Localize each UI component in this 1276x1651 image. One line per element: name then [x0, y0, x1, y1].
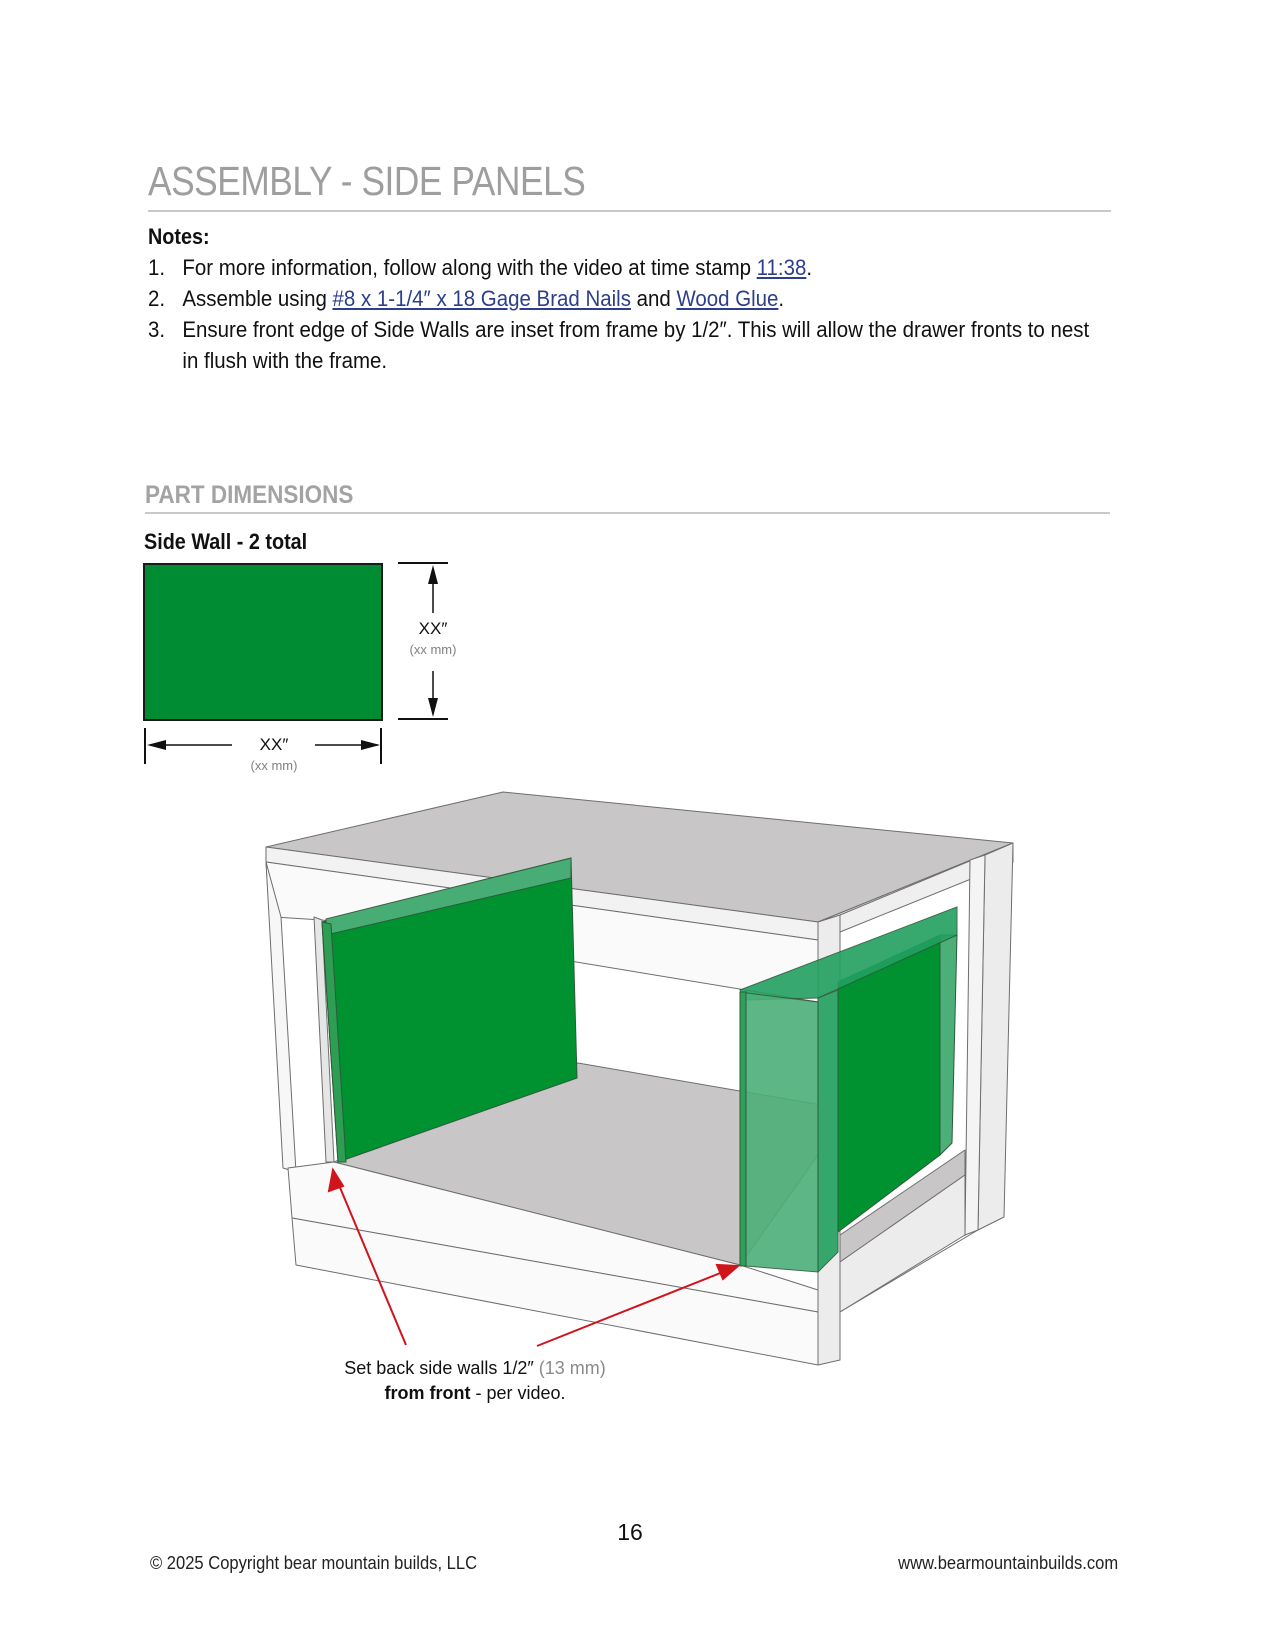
brad-nails-link[interactable]: #8 x 1-1/4″ x 18 Gage Brad Nails: [332, 286, 631, 311]
page-title: ASSEMBLY - SIDE PANELS: [148, 158, 586, 204]
width-dimension-metric: (xx mm): [250, 758, 298, 773]
note-number: 1.: [148, 255, 166, 280]
caption-line-2: [300, 1381, 650, 1406]
note-text: Assemble using: [182, 286, 333, 311]
wood-glue-link[interactable]: Wood Glue: [676, 286, 779, 311]
notes-label: Notes:: [148, 224, 210, 249]
footer-website-link[interactable]: www.bearmountainbuilds.com: [898, 1553, 1118, 1573]
height-dimension-label: XX″: [418, 619, 448, 638]
note-punct: .: [778, 286, 785, 311]
note-number: 3.: [148, 317, 166, 342]
video-timestamp-link[interactable]: 11:38: [756, 255, 807, 280]
note-number: 2.: [148, 286, 166, 311]
note-punct: .: [806, 255, 813, 280]
caption-metric: (13 mm): [533, 1358, 606, 1378]
caption-emphasis: from front: [384, 1383, 471, 1403]
part-name: Side Wall - 2 total: [144, 529, 308, 554]
height-dimension-metric: (xx mm): [409, 642, 457, 657]
illustration-caption: [300, 1356, 650, 1406]
width-dimension-label: XX″: [259, 735, 289, 754]
note-text: and: [630, 286, 677, 311]
part-dimensions-header: PART DIMENSIONS: [145, 481, 354, 509]
caption-line-1: [300, 1356, 650, 1381]
note-text: Ensure front edge of Side Walls are inset from frame by 1/2″. This will allow the drawer fronts to nest in flush with the frame.: [182, 317, 1090, 373]
note-text: For more information, follow along with the video at time stamp: [182, 255, 757, 280]
caption-text: Set back side walls 1/2″: [344, 1358, 534, 1378]
caption-text: - per video.: [470, 1383, 566, 1403]
footer-copyright: © 2025 Copyright bear mountain builds, LLC: [150, 1553, 478, 1573]
page-number: 16: [617, 1519, 643, 1545]
